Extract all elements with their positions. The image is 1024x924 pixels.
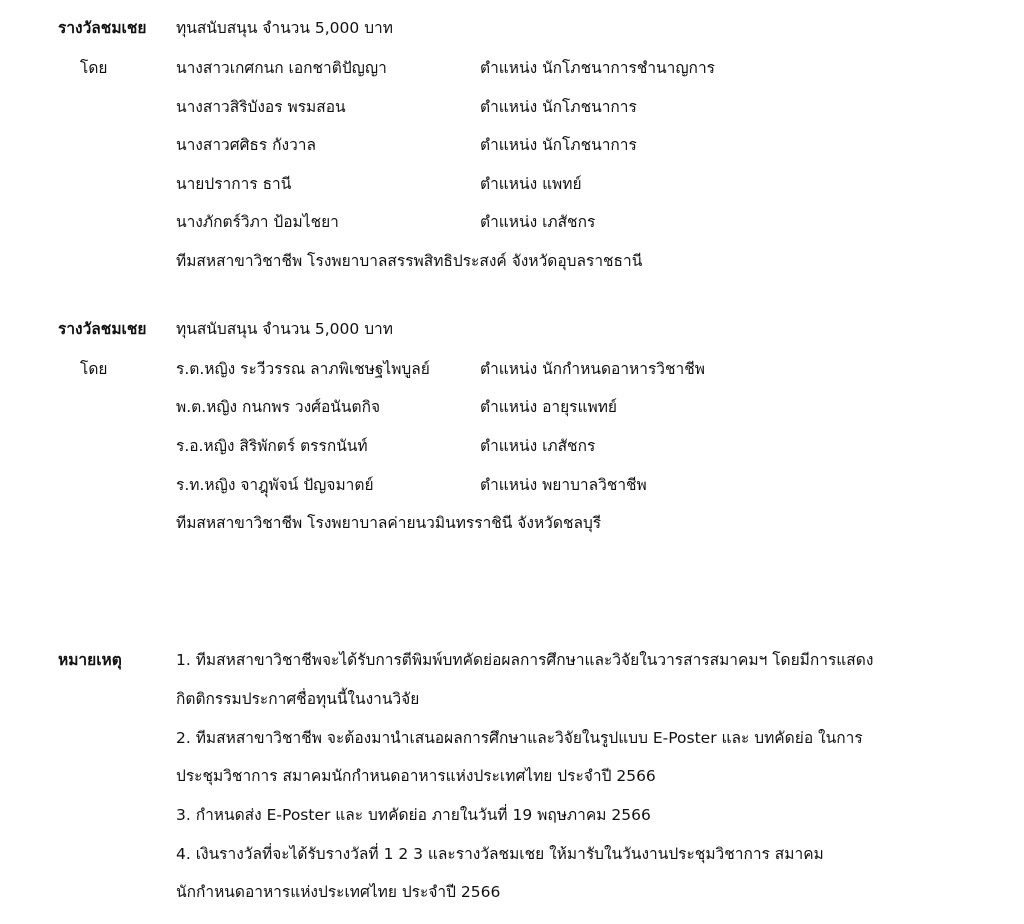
remark-line: กิตติกรรมประกาศชื่อทุนนี้ในงานวิจัย [176, 690, 420, 708]
member-name: ร.ท.หญิง จาฎุพัจน์ ปัญจมาตย์ [176, 476, 374, 494]
by-label-2: โดย [80, 360, 108, 378]
member-name: ร.ต.หญิง ระวีวรรณ ลาภพิเชษฐไพบูลย์ [176, 360, 430, 378]
member-name: นายปราการ ธานี [176, 175, 292, 193]
member-name: พ.ต.หญิง กนกพร วงศ์อนันตกิจ [176, 398, 381, 416]
remark-line: ประชุมวิชาการ สมาคมนักกำหนดอาหารแห่งประเทศไทย ประจำปี 2566 [176, 767, 656, 785]
award-amount-2: ทุนสนับสนุน จำนวน 5,000 บาท [176, 320, 393, 338]
member-name: นางสาวศศิธร กังวาล [176, 136, 316, 154]
member-name: นางสาวสิริบังอร พรมสอน [176, 98, 346, 116]
remarks-label: หมายเหตุ [58, 651, 122, 669]
award-heading-2: รางวัลชมเชย [58, 320, 147, 338]
remark-line: นักกำหนดอาหารแห่งประเทศไทย ประจำปี 2566 [176, 883, 501, 901]
member-position: ตำแหน่ง เภสัชกร [480, 437, 596, 455]
team-name-1: ทีมสหสาขาวิชาชีพ โรงพยาบาลสรรพสิทธิประสงค์ จังหวัดอุบลราชธานี [176, 252, 643, 270]
member-position: ตำแหน่ง พยาบาลวิชาชีพ [480, 476, 647, 494]
member-position: ตำแหน่ง อายุรแพทย์ [480, 398, 617, 416]
member-position: ตำแหน่ง นักโภชนาการชำนาญการ [480, 59, 715, 77]
member-position: ตำแหน่ง นักโภชนาการ [480, 136, 637, 154]
remark-line: 3. กำหนดส่ง E-Poster และ บทคัดย่อ ภายในวันที่ 19 พฤษภาคม 2566 [176, 806, 651, 824]
member-name: นางสาวเกศกนก เอกชาติปัญญา [176, 59, 387, 77]
award-heading-1: รางวัลชมเชย [58, 19, 147, 37]
remark-line: 1. ทีมสหสาขาวิชาชีพจะได้รับการตีพิมพ์บทคัดย่อผลการศึกษาและวิจัยในวารสารสมาคมฯ โดยมีการแสดง [176, 651, 874, 669]
remark-line: 2. ทีมสหสาขาวิชาชีพ จะต้องมานำเสนอผลการศึกษาและวิจัยในรูปแบบ E-Poster และ บทคัดย่อ ในการ [176, 729, 863, 747]
by-label-1: โดย [80, 59, 108, 77]
member-name: ร.อ.หญิง สิริพักตร์ ตรรกนันท์ [176, 437, 368, 455]
award-amount-1: ทุนสนับสนุน จำนวน 5,000 บาท [176, 19, 393, 37]
member-name: นางภักตร์วิภา ป้อมไชยา [176, 213, 339, 231]
remark-line: 4. เงินรางวัลที่จะได้รับรางวัลที่ 1 2 3 และรางวัลชมเชย ให้มารับในวันงานประชุมวิชาการ สมาคม [176, 845, 824, 863]
member-position: ตำแหน่ง นักโภชนาการ [480, 98, 637, 116]
member-position: ตำแหน่ง นักกำหนดอาหารวิชาชีพ [480, 360, 705, 378]
member-position: ตำแหน่ง เภสัชกร [480, 213, 596, 231]
member-position: ตำแหน่ง แพทย์ [480, 175, 582, 193]
team-name-2: ทีมสหสาขาวิชาชีพ โรงพยาบาลค่ายนวมินทรราชินี จังหวัดชลบุรี [176, 514, 602, 532]
